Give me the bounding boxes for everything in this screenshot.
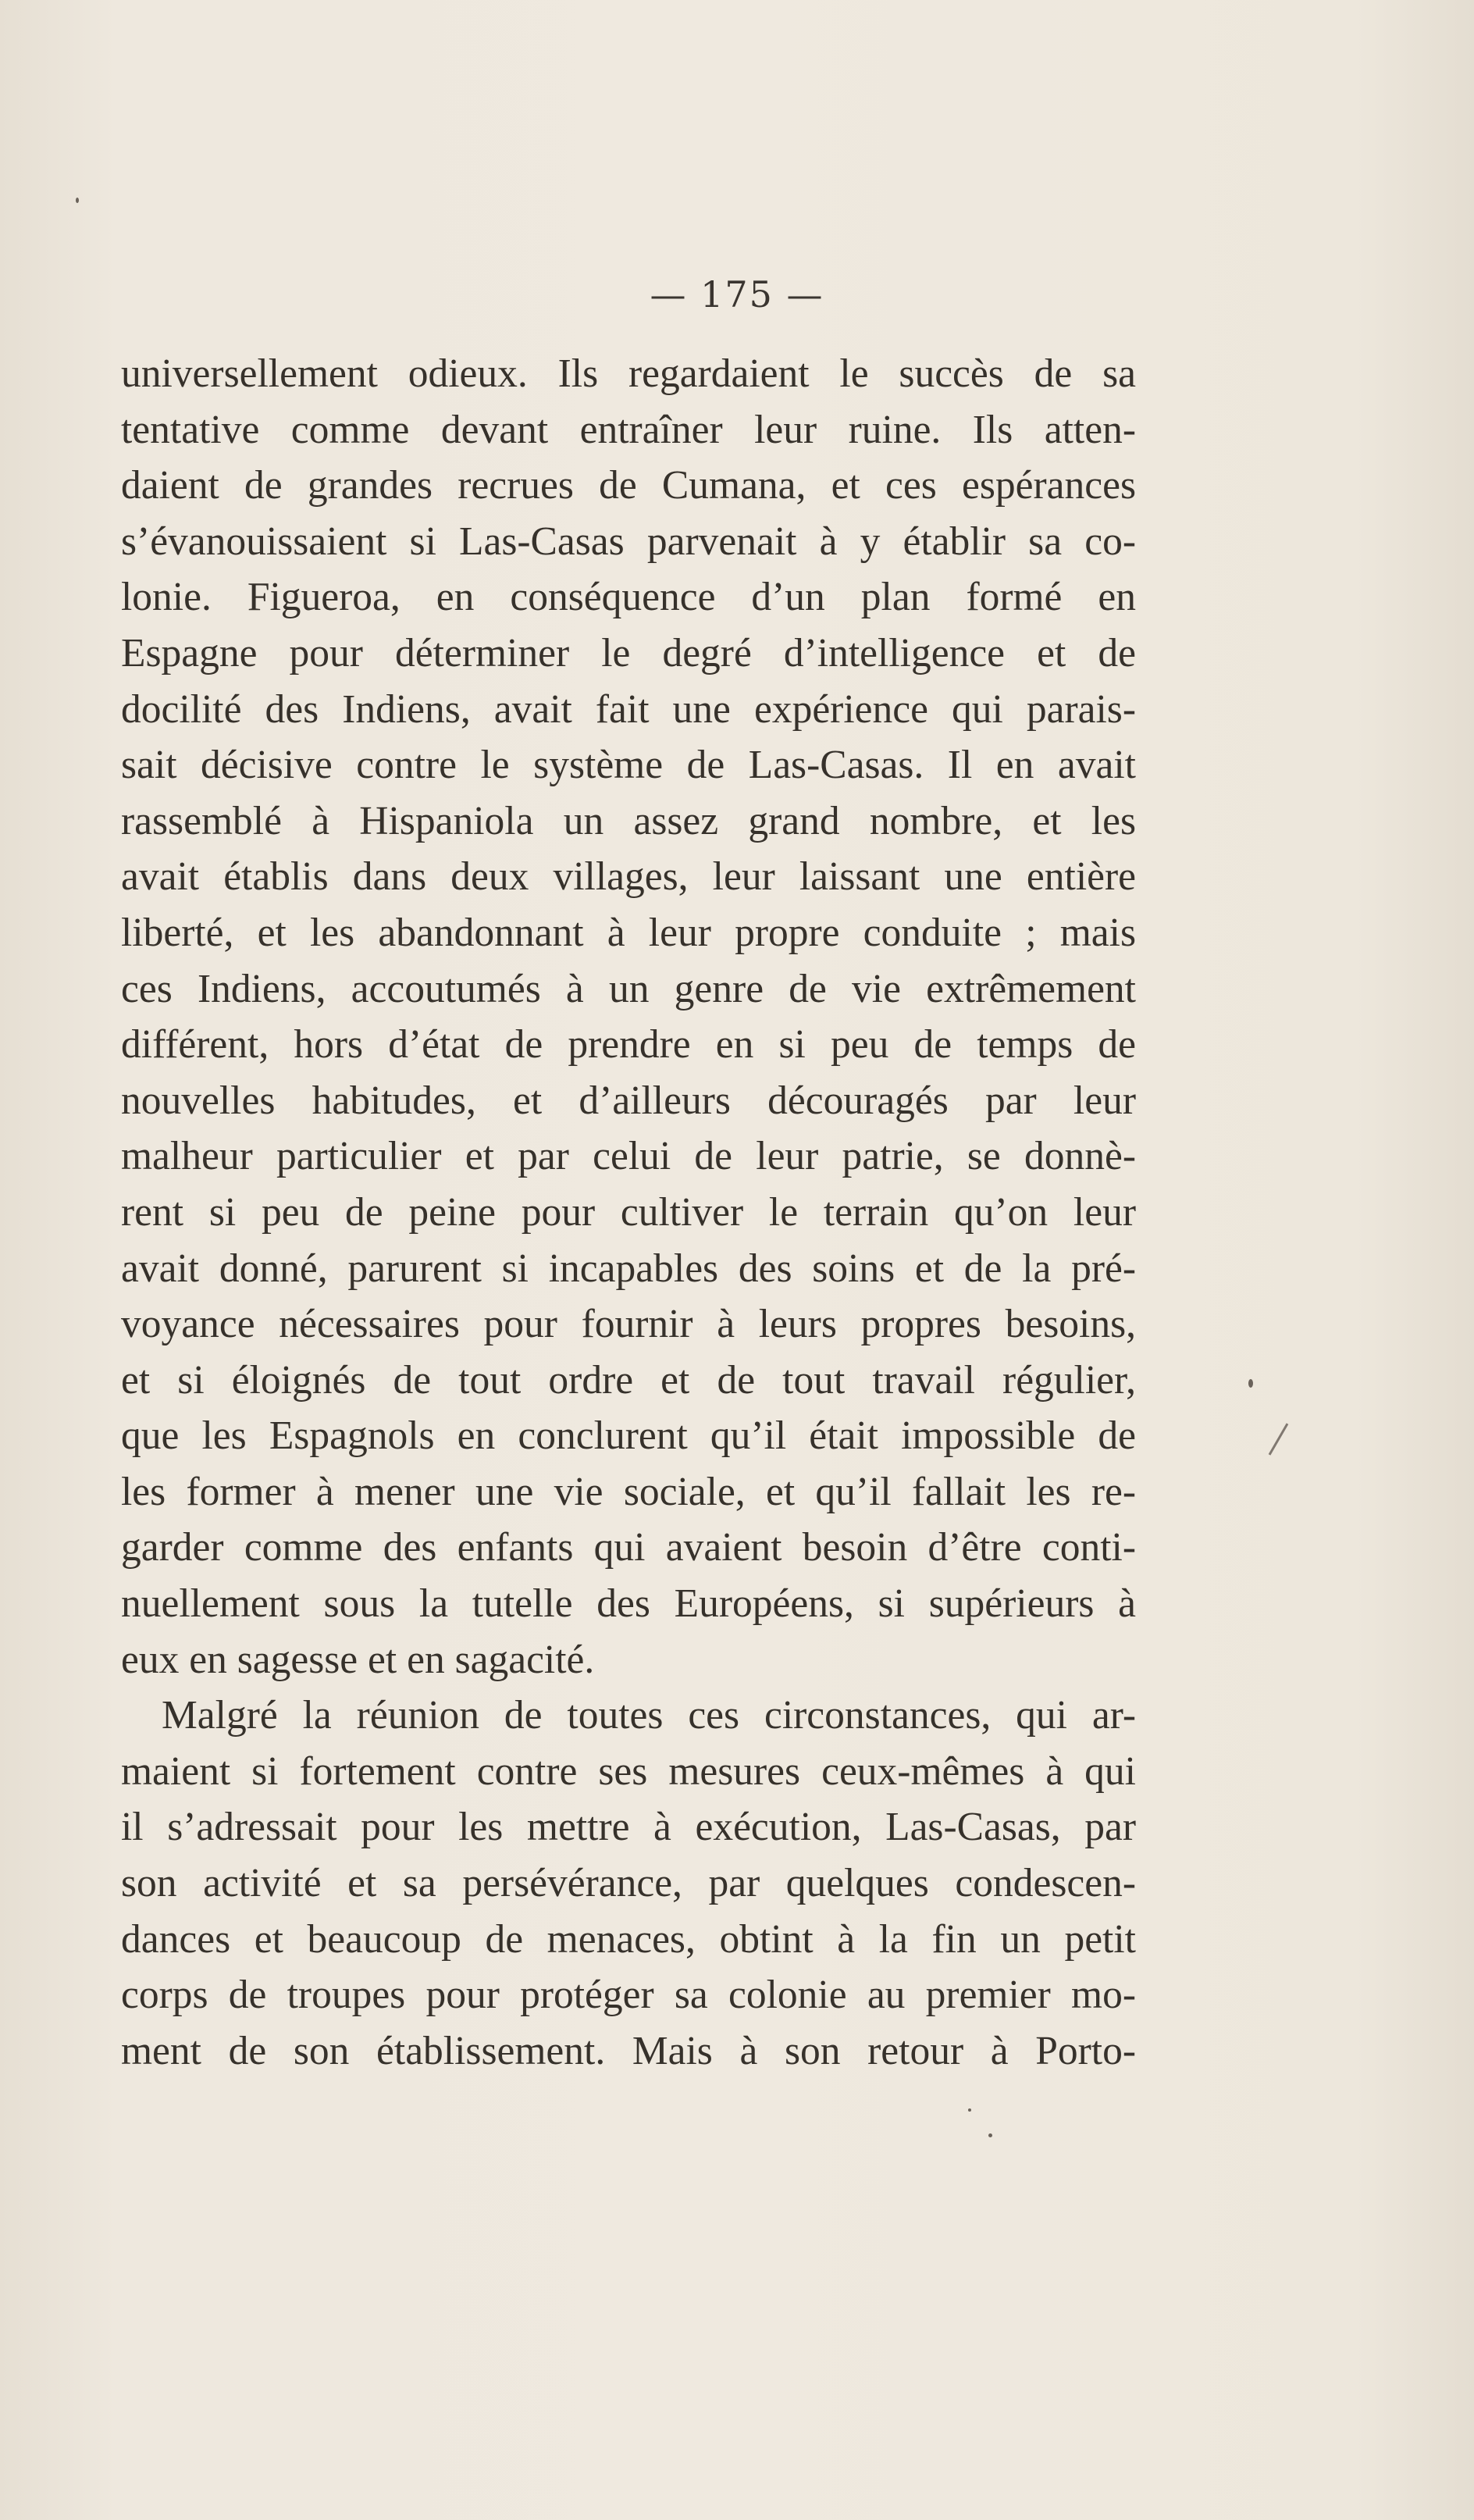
paper-speck bbox=[76, 198, 79, 203]
paragraph-end-line: eux en sagesse et en sagacité. bbox=[121, 1637, 595, 1682]
text-line: sait décisive contre le système de Las-Casas. Il en avait bbox=[121, 743, 1136, 788]
paper-speck bbox=[988, 2133, 992, 2137]
text-line: malheur particulier et par celui de leur patrie, se donnè- bbox=[121, 1134, 1136, 1179]
text-line: dances et beaucoup de menaces, obtint à la fin un petit bbox=[121, 1916, 1136, 1962]
paper-mark bbox=[1269, 1423, 1289, 1455]
text-line: que les Espagnols en conclurent qu’il était impossible de bbox=[121, 1413, 1136, 1459]
text-line: Espagne pour déterminer le degré d’intelligence et de bbox=[121, 630, 1136, 675]
text-line: son activité et sa persévérance, par quelques condescen- bbox=[121, 1861, 1136, 1906]
text-line: rent si peu de peine pour cultiver le terrain qu’on leur bbox=[121, 1189, 1136, 1235]
text-line: différent, hors d’état de prendre en si peu de temps de bbox=[121, 1022, 1136, 1068]
text-line: daient de grandes recrues de Cumana, et ces espérances bbox=[121, 463, 1136, 508]
text-line: maient si fortement contre ses mesures ceux-mêmes à qui bbox=[121, 1748, 1136, 1794]
page-number: — 175 — bbox=[650, 273, 824, 315]
text-line: tentative comme devant entraîner leur ruine. Ils atten- bbox=[121, 407, 1136, 452]
text-line: il s’adressait pour les mettre à exécution, Las-Casas, par bbox=[121, 1805, 1136, 1850]
text-line: les former à mener une vie sociale, et qu’il fallait les re- bbox=[121, 1469, 1136, 1514]
text-line: docilité des Indiens, avait fait une expérience qui parais- bbox=[121, 686, 1136, 732]
text-line: universellement odieux. Ils regardaient le succès de sa bbox=[121, 351, 1136, 396]
text-line: nuellement sous la tutelle des Européens, si supérieurs à bbox=[121, 1581, 1136, 1627]
text-line: nouvelles habitudes, et d’ailleurs découragés par leur bbox=[121, 1078, 1136, 1123]
body-text bbox=[121, 346, 1136, 2079]
paragraph-start-line: Malgré la réunion de toutes ces circonstances, qui ar- bbox=[162, 1693, 1136, 1738]
text-line: s’évanouissaient si Las-Casas parvenait à y établir sa co- bbox=[121, 519, 1136, 564]
text-line: avait donné, parurent si incapables des soins et de la pré- bbox=[121, 1246, 1136, 1291]
text-line: ment de son établissement. Mais à son retour à Porto- bbox=[121, 2028, 1136, 2073]
text-line: avait établis dans deux villages, leur laissant une entière bbox=[121, 854, 1136, 900]
paper-speck bbox=[1248, 1379, 1253, 1388]
text-line: liberté, et les abandonnant à leur propre conduite ; mais bbox=[121, 910, 1136, 955]
text-line: corps de troupes pour protéger sa colonie au premier mo- bbox=[121, 1973, 1136, 2018]
text-line: garder comme des enfants qui avaient besoin d’être conti- bbox=[121, 1525, 1136, 1570]
text-line: lonie. Figueroa, en conséquence d’un plan formé en bbox=[121, 575, 1136, 620]
text-line: et si éloignés de tout ordre et de tout travail régulier, bbox=[121, 1357, 1136, 1403]
text-line: ces Indiens, accoutumés à un genre de vie extrêmement bbox=[121, 966, 1136, 1011]
paper-speck bbox=[968, 2108, 971, 2112]
text-line: rassemblé à Hispaniola un assez grand nombre, et les bbox=[121, 798, 1136, 843]
text-line: voyance nécessaires pour fournir à leurs propres besoins, bbox=[121, 1302, 1136, 1347]
